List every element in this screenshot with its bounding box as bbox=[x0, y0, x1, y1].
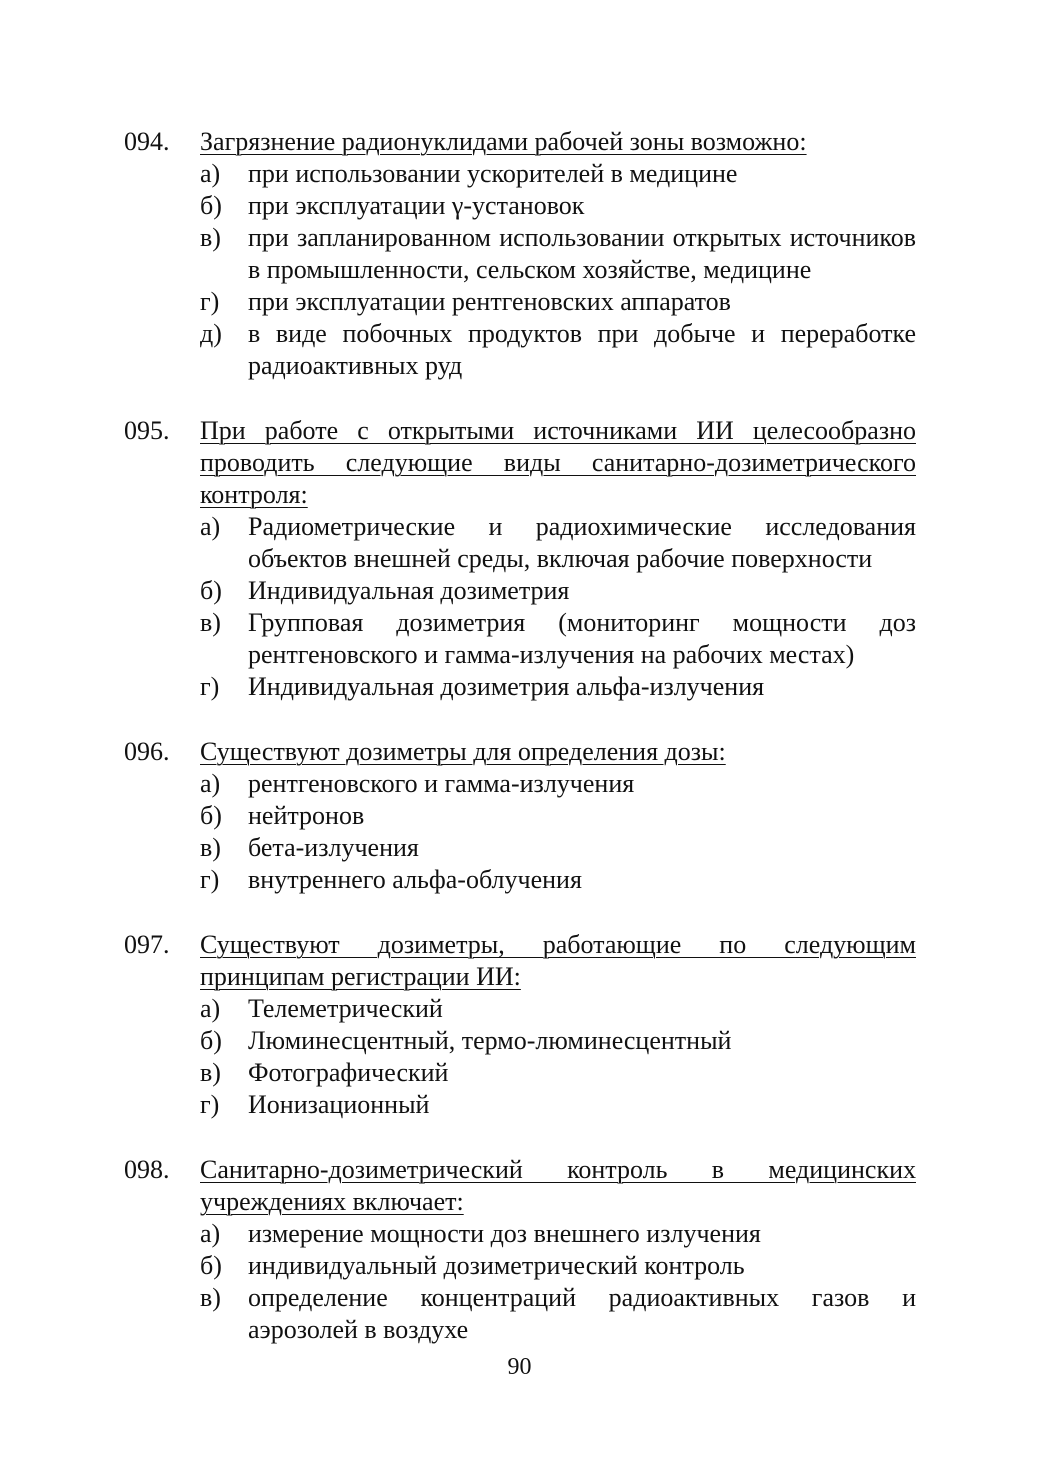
answer-item bbox=[124, 575, 916, 607]
answer-item bbox=[124, 1057, 916, 1089]
question-text: Существуют дозиметры, работающие по следующим принципам регистрации ИИ: bbox=[200, 930, 916, 991]
answer-letter: а) bbox=[200, 159, 221, 188]
question-096 bbox=[124, 736, 916, 896]
answer-text: при эксплуатации рентгеновских аппаратов bbox=[248, 287, 731, 316]
answer-letter: б) bbox=[200, 191, 222, 220]
answer-letter: г) bbox=[200, 287, 220, 316]
answer-item bbox=[124, 800, 916, 832]
question-098 bbox=[124, 1154, 916, 1346]
answer-letter: а) bbox=[200, 994, 221, 1023]
answer-text: внутреннего альфа-облучения bbox=[248, 865, 582, 894]
answer-list bbox=[124, 511, 916, 703]
answer-list bbox=[124, 993, 916, 1121]
answer-text: Радиометрические и радиохимические исследования объектов внешней среды, включая рабочие поверхности bbox=[248, 512, 916, 573]
question-header bbox=[124, 415, 916, 511]
answer-letter: г) bbox=[200, 865, 220, 894]
answer-text: Индивидуальная дозиметрия альфа-излучения bbox=[248, 672, 765, 701]
answer-item bbox=[124, 671, 916, 703]
answer-text: при использовании ускорителей в медицине bbox=[248, 159, 738, 188]
answer-item bbox=[124, 768, 916, 800]
answer-letter: в) bbox=[200, 833, 221, 862]
answer-item bbox=[124, 158, 916, 190]
answer-text: нейтронов bbox=[248, 801, 365, 830]
answer-list bbox=[124, 158, 916, 382]
answer-letter: д) bbox=[200, 319, 222, 348]
question-097 bbox=[124, 929, 916, 1121]
question-094 bbox=[124, 126, 916, 382]
answer-text: в виде побочных продуктов при добыче и переработке радиоактивных руд bbox=[248, 319, 916, 380]
answer-letter: в) bbox=[200, 1058, 221, 1087]
answer-letter: в) bbox=[200, 608, 221, 637]
answer-text: рентгеновского и гамма-излучения bbox=[248, 769, 635, 798]
answer-letter: г) bbox=[200, 1090, 220, 1119]
question-number: 096. bbox=[124, 737, 170, 766]
question-number: 095. bbox=[124, 416, 170, 445]
answer-text: при запланированном использовании открытых источников в промышленности, сельском хозяйстве, медицине bbox=[248, 223, 916, 284]
answer-letter: а) bbox=[200, 512, 221, 541]
answer-item bbox=[124, 993, 916, 1025]
question-header bbox=[124, 126, 916, 158]
answer-item bbox=[124, 832, 916, 864]
answer-text: определение концентраций радиоактивных газов и аэрозолей в воздухе bbox=[248, 1283, 916, 1344]
answer-text: Ионизационный bbox=[248, 1090, 430, 1119]
question-095 bbox=[124, 415, 916, 703]
answer-text: Индивидуальная дозиметрия bbox=[248, 576, 570, 605]
answer-letter: в) bbox=[200, 1283, 221, 1312]
answer-item bbox=[124, 1250, 916, 1282]
answer-list bbox=[124, 1218, 916, 1346]
question-text: Санитарно-дозиметрический контроль в медицинских учреждениях включает: bbox=[200, 1155, 916, 1216]
answer-letter: а) bbox=[200, 769, 221, 798]
question-text: Загрязнение радионуклидами рабочей зоны возможно: bbox=[200, 127, 807, 156]
answer-text: измерение мощности доз внешнего излучения bbox=[248, 1219, 761, 1248]
answer-item bbox=[124, 1089, 916, 1121]
answer-item bbox=[124, 318, 916, 382]
answer-letter: б) bbox=[200, 576, 222, 605]
answer-item bbox=[124, 1025, 916, 1057]
answer-text: Люминесцентный, термо-люминесцентный bbox=[248, 1026, 732, 1055]
answer-item bbox=[124, 1218, 916, 1250]
answer-text: Фотографический bbox=[248, 1058, 449, 1087]
question-number: 097. bbox=[124, 930, 170, 959]
answer-letter: а) bbox=[200, 1219, 221, 1248]
question-text: Существуют дозиметры для определения дозы: bbox=[200, 737, 726, 766]
answer-text: при эксплуатации γ-установок bbox=[248, 191, 585, 220]
question-number: 098. bbox=[124, 1155, 170, 1184]
question-header bbox=[124, 736, 916, 768]
answer-letter: б) bbox=[200, 801, 222, 830]
answer-text: бета-излучения bbox=[248, 833, 419, 862]
answer-item bbox=[124, 190, 916, 222]
answer-letter: г) bbox=[200, 672, 220, 701]
answer-item bbox=[124, 864, 916, 896]
answer-list bbox=[124, 768, 916, 896]
question-header bbox=[124, 929, 916, 993]
answer-item bbox=[124, 1282, 916, 1346]
answer-text: Групповая дозиметрия (мониторинг мощности доз рентгеновского и гамма-излучения на рабочих местах) bbox=[248, 608, 916, 669]
answer-text: индивидуальный дозиметрический контроль bbox=[248, 1251, 745, 1280]
question-text: При работе с открытыми источниками ИИ целесообразно проводить следующие виды санитарно-дозиметрического контроля: bbox=[200, 416, 916, 509]
answer-letter: б) bbox=[200, 1251, 222, 1280]
answer-item bbox=[124, 511, 916, 575]
page-number: 90 bbox=[507, 1354, 532, 1380]
answer-letter: б) bbox=[200, 1026, 222, 1055]
question-header bbox=[124, 1154, 916, 1218]
answer-letter: в) bbox=[200, 223, 221, 252]
answer-item bbox=[124, 607, 916, 671]
answer-text: Телеметрический bbox=[248, 994, 443, 1023]
answer-item bbox=[124, 286, 916, 318]
question-number: 094. bbox=[124, 127, 170, 156]
answer-item bbox=[124, 222, 916, 286]
